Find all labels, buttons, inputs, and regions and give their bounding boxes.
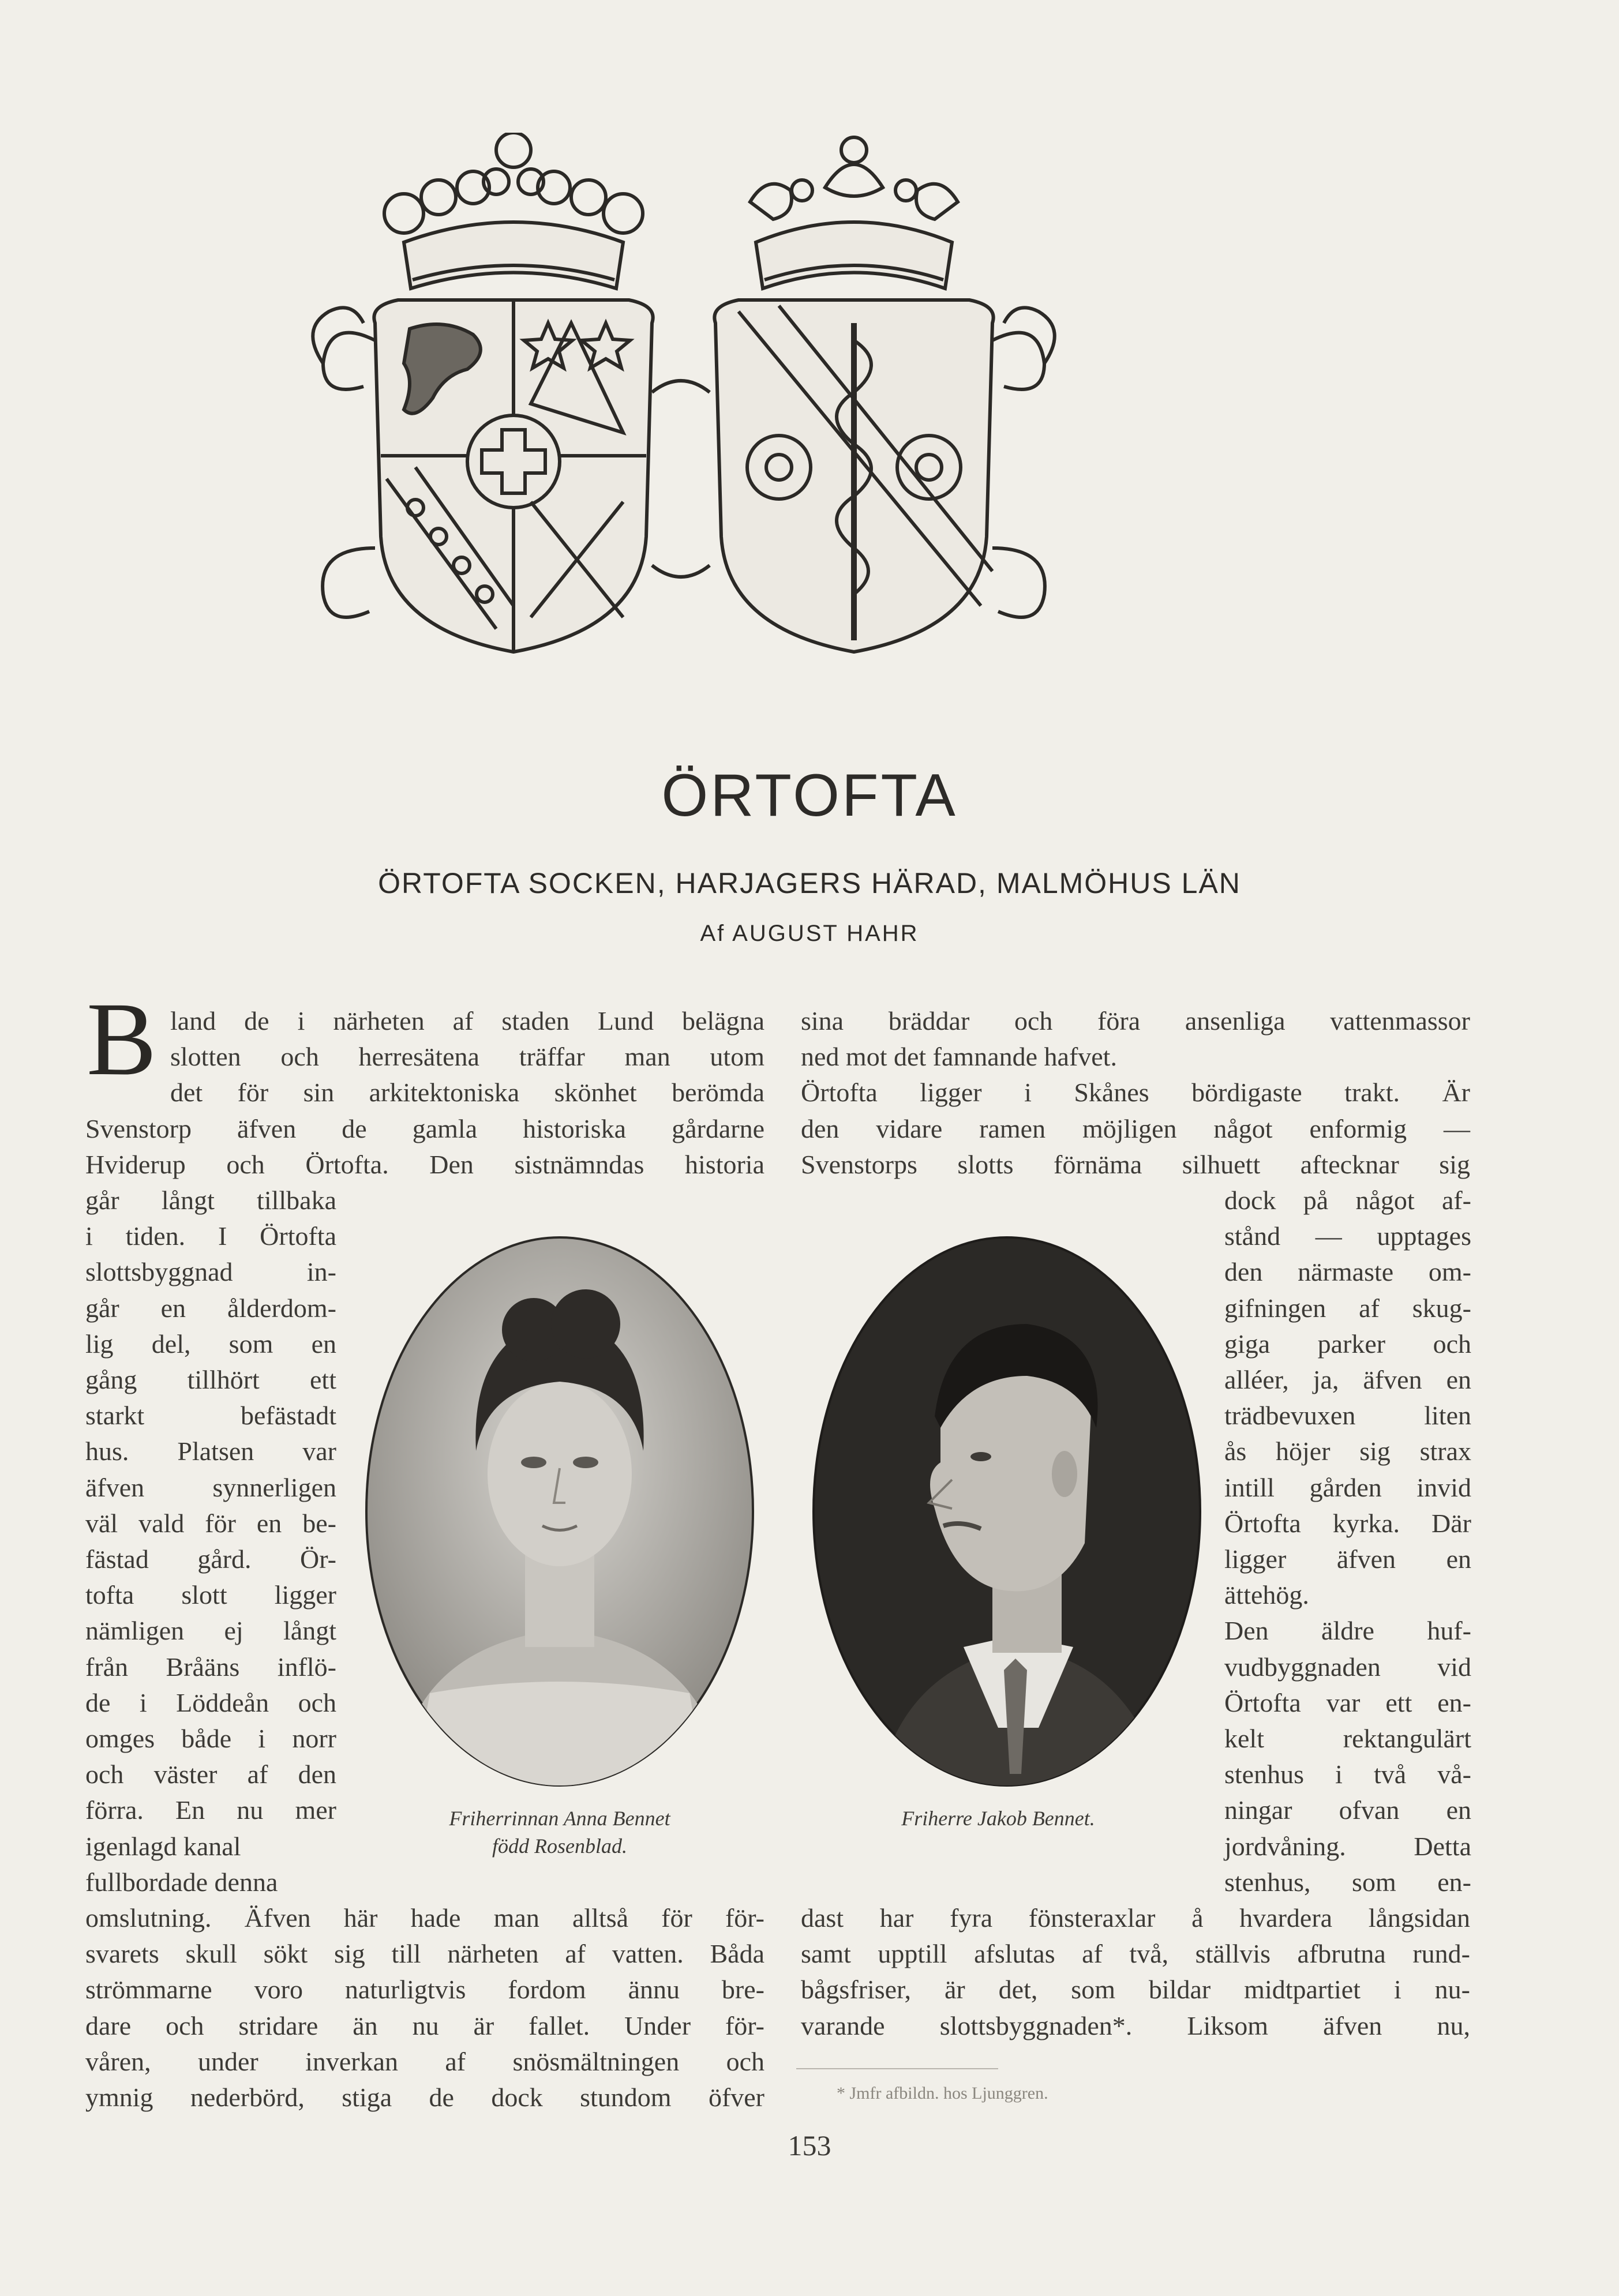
right-column-line: ättehög.	[1224, 1580, 1309, 1610]
footnote: * Jmfr afbildn. hos Ljunggren.	[837, 2084, 1048, 2103]
author-byline: Af AUGUST HAHR	[700, 921, 919, 946]
right-column-line: intill gården invid	[1224, 1472, 1471, 1502]
right-column-line: gifningen af skug-	[1224, 1293, 1471, 1323]
left-column-line: och väster af den	[85, 1759, 336, 1789]
right-column-line: vudbyggnaden vid	[1224, 1652, 1471, 1682]
left-column-line: äfven synnerligen	[85, 1472, 336, 1502]
left-column-line: väl vald för en be-	[85, 1508, 336, 1538]
page-number: 153	[788, 2129, 831, 2162]
right-crown-icon	[750, 137, 958, 288]
right-column-line: Örtofta var ett en-	[1224, 1687, 1471, 1717]
right-column-line: trädbevuxen liten	[1224, 1401, 1471, 1431]
portrait-woman-caption	[369, 1804, 750, 1860]
right-column-line: samt upptill afslutas af två, ställvis afbrutna rund-	[801, 1939, 1470, 1969]
left-column-line: svarets skull sökt sig till närheten af vatten. Båda	[85, 1939, 764, 1969]
portrait-man-image	[808, 1232, 1206, 1791]
left-column-line: i tiden. I Örtofta	[85, 1221, 336, 1251]
right-column-line: kelt rektangulärt	[1224, 1724, 1471, 1753]
right-column-line: dock på något af-	[1224, 1185, 1471, 1215]
left-column-line: våren, under inverkan af snösmältningen och	[85, 2046, 764, 2076]
left-column-line: omges både i norr	[85, 1724, 336, 1753]
left-column-line: från Bråäns inflö-	[85, 1652, 336, 1682]
right-column-line: Den äldre huf-	[1224, 1616, 1471, 1646]
left-column-line: nämligen ej långt	[85, 1616, 336, 1646]
right-column-line: ned mot det famnande hafvet.	[801, 1042, 1117, 1072]
drop-cap: B	[87, 981, 157, 1097]
left-column-line: lig del, som en	[85, 1329, 336, 1359]
left-crown-icon	[384, 133, 643, 288]
left-column-line: starkt befästadt	[85, 1401, 336, 1431]
left-column-line: ymnig nederbörd, stiga de dock stundom öfver	[85, 2083, 764, 2112]
right-column-line: dast har fyra fönsteraxlar å hvardera långsidan	[801, 1903, 1470, 1933]
portrait-man-caption: Friherre Jakob Bennet.	[901, 1807, 1095, 1830]
right-column-line: giga parker och	[1224, 1329, 1471, 1359]
left-column-line: omslutning. Äfven här hade man alltså för för-	[85, 1903, 764, 1933]
right-column-line: varande slottsbyggnaden*. Liksom äfven nu,	[801, 2010, 1470, 2040]
caption-line-2: född Rosenblad.	[492, 1834, 627, 1858]
left-column-line: förra. En nu mer	[85, 1795, 336, 1825]
right-column-line: ningar ofvan en	[1224, 1795, 1471, 1825]
left-column-line: går långt tillbaka	[85, 1185, 336, 1215]
right-column-line: Svenstorps slotts förnäma silhuett aftecknar sig	[801, 1149, 1470, 1179]
left-column-line: slottsbyggnad in-	[85, 1257, 336, 1287]
caption-line-1: Friherrinnan Anna Bennet	[449, 1807, 670, 1830]
left-column-line: hus. Platsen var	[85, 1436, 336, 1466]
right-column-line: ligger äfven en	[1224, 1544, 1471, 1574]
right-column-line: bågsfriser, är det, som bildar midtpartiet i nu-	[801, 1975, 1470, 2005]
right-column-line: alléer, ja, äfven en	[1224, 1365, 1471, 1394]
left-column-line: igenlagd kanal	[85, 1831, 241, 1861]
left-column-line: går en ålderdom-	[85, 1293, 336, 1323]
left-column-line: det för sin arkitektoniska skönhet berömda	[170, 1078, 764, 1108]
right-column-line: stenhus i två vå-	[1224, 1759, 1471, 1789]
right-column-line: den närmaste om-	[1224, 1257, 1471, 1287]
left-column-line: Svenstorp äfven de gamla historiska gårdarne	[85, 1113, 764, 1143]
right-column-line: Örtofta kyrka. Där	[1224, 1508, 1471, 1538]
left-column-line: dare och stridare än nu är fallet. Under för-	[85, 2010, 764, 2040]
right-column-line: sina bräddar och föra ansenliga vattenmassor	[801, 1006, 1470, 1036]
left-column-line: fullbordade denna	[85, 1867, 278, 1897]
left-column-line: strömmarne voro naturligtvis fordom ännu bre-	[85, 1975, 764, 2005]
right-column-line: ås höjer sig strax	[1224, 1436, 1471, 1466]
left-column-line: gång tillhört ett	[85, 1365, 336, 1394]
right-shield-icon	[714, 300, 993, 652]
right-column-line: stånd — upptages	[1224, 1221, 1471, 1251]
right-column-line: den vidare ramen möjligen något enformig —	[801, 1113, 1470, 1143]
left-shield-icon	[374, 300, 653, 652]
right-column-line: Örtofta ligger i Skånes bördigaste trakt. Är	[801, 1078, 1470, 1108]
right-column-line: jordvåning. Detta	[1224, 1831, 1471, 1861]
left-column-line: tofta slott ligger	[85, 1580, 336, 1610]
left-column-line: land de i närheten af staden Lund belägna	[170, 1006, 764, 1036]
portrait-woman-image	[361, 1232, 759, 1791]
page-title: ÖRTOFTA	[661, 762, 958, 829]
left-column-line: de i Löddeån och	[85, 1687, 336, 1717]
page-subtitle: ÖRTOFTA SOCKEN, HARJAGERS HÄRAD, MALMÖHUS LÄN	[378, 867, 1241, 899]
footnote-divider	[796, 2068, 998, 2069]
coat-of-arms-illustration	[300, 133, 1269, 698]
left-column-line: slotten och herresätena träffar man utom	[170, 1042, 764, 1072]
left-column-line: Hviderup och Örtofta. Den sistnämndas historia	[85, 1149, 764, 1179]
left-column-line: fästad gård. Ör-	[85, 1544, 336, 1574]
right-column-line: stenhus, som en-	[1224, 1867, 1471, 1897]
